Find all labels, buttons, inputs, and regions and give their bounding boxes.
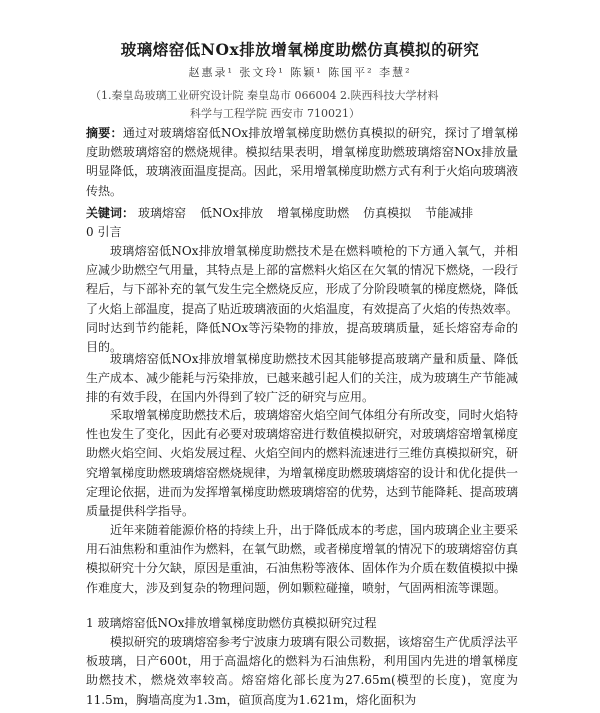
paragraph-5: 模拟研究的玻璃熔窑参考宁波康力玻璃有限公司数据，该熔窑生产优质浮法平板玻璃，日产600t，用于高温熔化的燃料为石油焦粉，利用国内先进的增氧梯度助燃技术，燃烧效率较高。熔窑熔化部长度为27.65m(模型的长度)，宽度为11.5m，胸墙高度为1.3m，碹顶高度为1.621m，熔化面积为 xyxy=(86,635,519,707)
keyword-item: 仿真模拟 xyxy=(363,206,412,220)
affiliation-line-1: （1.秦皇岛玻璃工业研究设计院 秦皇岛市 066004 2.陕西科技大学材料 xyxy=(90,89,439,102)
paragraph-4: 近年来随着能源价格的持续上升，出于降低成本的考虑，国内玻璃企业主要采用石油焦粉和重油作为燃料，在氧气助燃，或者梯度增氧的情况下的玻璃熔窑仿真模拟研究十分欠缺，原因是重油，石油焦粉等液体、固体作为介质在数值模拟中操作难度大，涉及到复杂的物理问题，例如颗粒碰撞，喷射，气固两相流等课题。 xyxy=(86,523,519,595)
paragraph-2: 玻璃熔窑低NOx排放增氧梯度助燃技术因其能够提高玻璃产量和质量、降低生产成本、减少能耗与污染排放，已越来越引起人们的关注，成为玻璃生产节能减排的有效手段，在国内外得到了较广泛的研究与应用。 xyxy=(86,352,519,405)
affiliation-line-2: 科学与工程学院 西安市 710021） xyxy=(190,107,360,120)
abstract-label: 摘要： xyxy=(86,126,123,140)
section-heading-1: 1 玻璃熔窑低NOx排放增氧梯度助燃仿真模拟研究过程 xyxy=(86,616,377,630)
keyword-item: 低NOx排放 xyxy=(200,206,264,220)
keywords-label: 关键词： xyxy=(86,206,135,220)
abstract-text: 通过对玻璃熔窑低NOx排放增氧梯度助燃仿真模拟的研究，探讨了增氧梯度助燃玻璃熔窑的燃烧规律。模拟结果表明，增氧梯度助燃玻璃熔窑NOx排放量明显降低，玻璃液面温度提高。因此，采用增氧梯度助燃方式有利于火焰向玻璃液传热。 xyxy=(86,126,519,198)
paragraph-1: 玻璃熔窑低NOx排放增氧梯度助燃技术是在燃料喷枪的下方通入氧气，并相应减少助燃空气用量，其特点是上部的富燃料火焰区在欠氧的情况下燃烧，一段行程后，与下部补充的氧气发生完全燃烧反应，形成了分阶段喷氧的梯度燃烧，降低了火焰上部温度，提高了贴近玻璃液面的火焰温度，有效提高了火焰的传热效率。同时达到节约能耗，降低NOx等污染物的排放，提高玻璃质量，延长熔窑寿命的目的。 xyxy=(86,244,519,355)
abstract xyxy=(86,124,518,201)
author-list: 赵惠录¹ 张文玲¹ 陈颖¹ 陈国平² 李慧² xyxy=(188,66,412,79)
keyword-item: 节能减排 xyxy=(425,206,474,220)
keyword-item: 玻璃熔窑 xyxy=(138,206,187,220)
paragraph-3: 采取增氧梯度助燃技术后，玻璃熔窑火焰空间气体组分有所改变，同时火焰特性也发生了变化，因此有必要对玻璃熔窑进行数值模拟研究，对玻璃熔窑增氧梯度助燃火焰空间、火焰发展过程、火焰空间内的燃料流速进行三维仿真模拟研究，研究增氧梯度助燃玻璃熔窑燃烧规律，为增氧梯度助燃玻璃熔窑的设计和优化提供一定理论依据，进而为发挥增氧梯度助燃玻璃熔窑的优势，达到节能降耗、提高玻璃质量提供科学指导。 xyxy=(86,408,519,519)
keywords xyxy=(86,204,518,223)
keyword-item: 增氧梯度助燃 xyxy=(277,206,350,220)
paper-title: 玻璃熔窑低NOx排放增氧梯度助燃仿真模拟的研究 xyxy=(120,40,480,59)
section-heading-intro: 0 引言 xyxy=(86,225,122,239)
